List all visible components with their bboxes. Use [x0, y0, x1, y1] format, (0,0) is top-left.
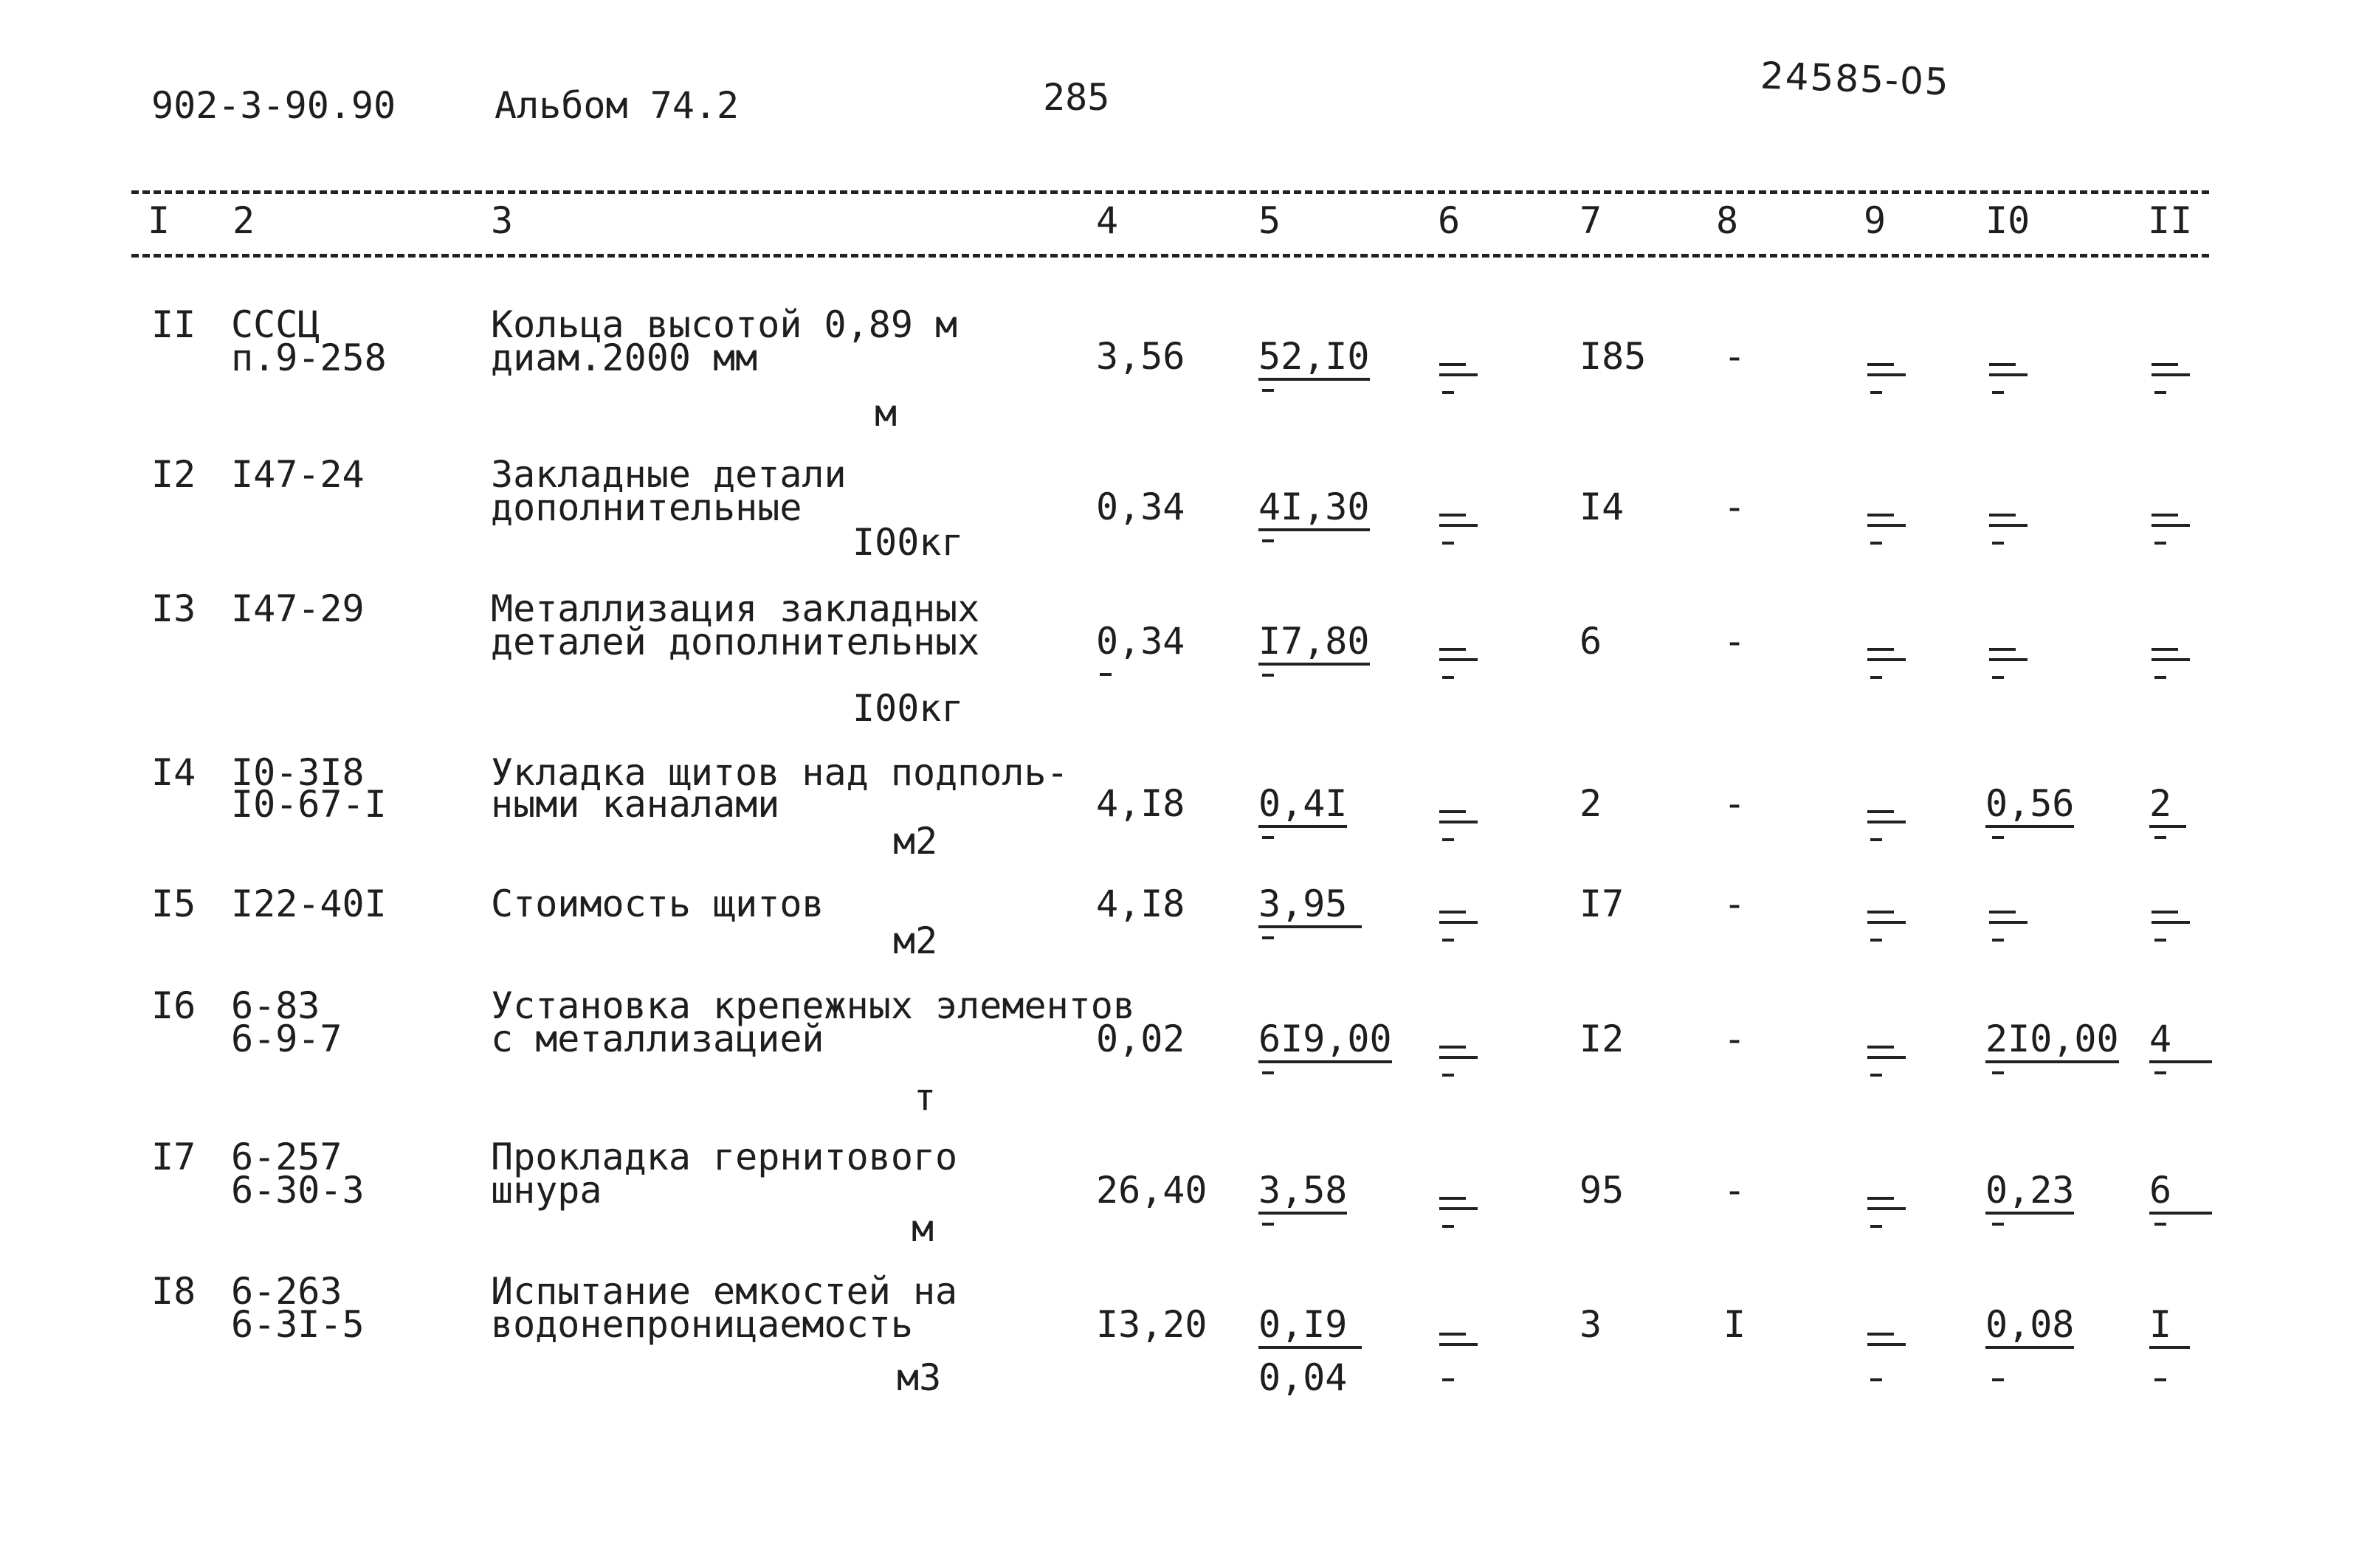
col11-sub-dash — [2154, 542, 2166, 545]
row-name-line1: Прокладка гернитового — [491, 1136, 958, 1178]
row-unit-price: 52,I0 — [1258, 338, 1370, 381]
col6-dash — [1439, 810, 1478, 825]
header-top-rule — [131, 190, 2209, 194]
col9-dash — [1867, 1333, 1928, 1337]
col11-dash — [2152, 648, 2190, 663]
price-sub-dash — [1262, 1071, 1274, 1074]
col-header-6: 6 — [1438, 199, 1461, 242]
col6-sub-dash — [1442, 939, 1454, 942]
row-code-line1: I47-29 — [231, 587, 365, 630]
row-col7: I85 — [1579, 335, 1647, 378]
col11-dash — [2152, 911, 2190, 925]
col9-dash — [1867, 1046, 1928, 1060]
row-col11: 4 — [2149, 1020, 2212, 1063]
col10-dash — [1989, 514, 2028, 528]
col10-dash — [1989, 911, 2028, 925]
row-col10: 2I0,00 — [1985, 1020, 2119, 1063]
row-quantity: 0,34 — [1096, 620, 1185, 663]
col6-sub-dash — [1442, 542, 1454, 545]
col-header-7: 7 — [1579, 199, 1602, 242]
col-header-10: I0 — [1985, 199, 2030, 242]
row-code-line2: 6-3I-5 — [231, 1303, 365, 1346]
header-bottom-rule — [131, 254, 2209, 258]
row-unit: т — [914, 1076, 937, 1119]
col9-sub-dash — [1870, 838, 1882, 841]
qty-sub-dash — [1100, 673, 1112, 676]
price-sub-dash — [1262, 1223, 1274, 1226]
row-col8: - — [1723, 782, 1746, 825]
col10-sub-dash — [1992, 939, 2004, 942]
row-col10: 0,08 — [1985, 1306, 2074, 1349]
col9-sub-dash — [1870, 1225, 1882, 1228]
row-col11: 2 — [2149, 785, 2186, 828]
row-quantity: 0,34 — [1096, 486, 1185, 528]
col6-sub-dash — [1442, 1074, 1454, 1077]
page-number: 285 — [1043, 76, 1110, 119]
col9-dash — [1867, 514, 1906, 528]
album-label: Альбом 74.2 — [495, 84, 740, 127]
row-col10: 0,23 — [1985, 1172, 2074, 1215]
row-unit-price: 0,I9 — [1258, 1306, 1362, 1349]
row-col11: I — [2149, 1306, 2190, 1349]
row-name-line2: дополнительные — [491, 486, 802, 529]
row-unit: I00кг — [852, 687, 964, 730]
row-col8: - — [1723, 883, 1746, 925]
row-number: I8 — [151, 1270, 196, 1313]
row-name-line1: Укладка щитов над подполь- — [491, 751, 1069, 794]
col9-dash — [1867, 911, 1906, 925]
col-header-9: 9 — [1864, 199, 1887, 242]
col10-sub-dash — [1992, 542, 2004, 545]
row-quantity: 3,56 — [1096, 335, 1185, 378]
col10-sub-dash — [1992, 836, 2004, 839]
row-unit-price: 3,95 — [1258, 885, 1362, 928]
row-name-line1: Кольца высотой 0,89 м — [491, 303, 958, 346]
col-header-11: II — [2148, 199, 2193, 242]
col6-dash — [1439, 514, 1478, 528]
col-header-3: 3 — [491, 199, 514, 242]
col9-dash — [1867, 1197, 1906, 1212]
row-code-line1: СССЦ — [231, 303, 320, 346]
col-header-1: I — [148, 199, 170, 242]
col6-dash — [1439, 363, 1478, 378]
row-code-line2: п.9-258 — [231, 336, 387, 379]
col9-sub-dash — [1870, 542, 1882, 545]
col6-dash — [1439, 1333, 1478, 1337]
row-col7: I4 — [1579, 486, 1625, 528]
row-col8: - — [1723, 1018, 1746, 1060]
row-unit: м2 — [893, 820, 938, 863]
col9-dash — [1867, 363, 1906, 378]
row-number: I7 — [151, 1136, 196, 1178]
row-col8: - — [1723, 620, 1746, 663]
row-unit-price-secondary: 0,04 — [1258, 1356, 1348, 1399]
col6-sub-dash — [1442, 1225, 1454, 1228]
row-quantity: 4,I8 — [1096, 883, 1185, 925]
col-header-5: 5 — [1258, 199, 1281, 242]
col10-sub-dash — [1992, 391, 2004, 394]
row-code-line1: 6-83 — [231, 984, 320, 1027]
row-unit-price: 6I9,00 — [1258, 1020, 1392, 1063]
row-name-line1: Стоимость щитов — [491, 883, 824, 925]
price-sub-dash — [1262, 936, 1274, 939]
row-name-line2: с металлизацией — [491, 1018, 824, 1060]
row-code-line1: 6-257 — [231, 1136, 342, 1178]
row-quantity: I3,20 — [1096, 1303, 1207, 1346]
col6-dash — [1439, 1046, 1478, 1060]
row-code-line1: I47-24 — [231, 453, 365, 496]
row-col8: - — [1723, 1169, 1746, 1212]
col9-dash — [1867, 810, 1906, 825]
row-quantity: 0,02 — [1096, 1018, 1185, 1060]
col11-sub-dash — [2154, 939, 2166, 942]
col9-sub-dash — [1870, 391, 1882, 394]
row-name-line1: Испытание емкостей на — [491, 1270, 958, 1313]
doc-number: 24585-05 — [1760, 54, 1951, 104]
row-col10: 0,56 — [1985, 785, 2074, 828]
col9-sub-dash — [1870, 1378, 1882, 1381]
row-name-line2: ными каналами — [491, 783, 780, 826]
row-code-line2: I0-67-I — [231, 783, 387, 826]
price-sub-dash — [1262, 389, 1274, 392]
row-name-line2: деталей дополнительных — [491, 621, 980, 663]
row-unit: м — [912, 1207, 934, 1250]
col9-sub-dash — [1870, 939, 1882, 942]
row-col11: 6 — [2149, 1172, 2212, 1215]
row-number: I2 — [151, 453, 196, 496]
col10-sub-dash — [1992, 1223, 2004, 1226]
row-code-line2: 6-9-7 — [231, 1018, 342, 1060]
row-unit-price: 0,4I — [1258, 785, 1347, 828]
col6-dash — [1439, 911, 1478, 925]
col11-sub-dash — [2154, 1223, 2166, 1226]
col10-sub-dash — [1992, 1378, 2004, 1381]
price-sub-dash — [1262, 836, 1274, 839]
col10-dash — [1989, 363, 2028, 378]
col6-sub-dash — [1442, 838, 1454, 841]
row-code-line1: 6-263 — [231, 1270, 342, 1313]
col10-dash — [1989, 648, 2028, 663]
row-name-line2: водонепроницаемость — [491, 1303, 913, 1346]
col11-dash — [2152, 514, 2190, 528]
row-quantity: 4,I8 — [1096, 782, 1185, 825]
col11-dash — [2152, 363, 2190, 378]
row-col8: - — [1723, 486, 1746, 528]
row-unit-price: I7,80 — [1258, 623, 1370, 666]
row-col7: 95 — [1579, 1169, 1625, 1212]
col6-sub-dash — [1442, 391, 1454, 394]
price-sub-dash — [1262, 674, 1274, 677]
row-unit: м2 — [893, 919, 938, 962]
col9-sub-dash — [1870, 1074, 1882, 1077]
row-code-line1: I22-40I — [231, 883, 387, 925]
col11-sub-dash — [2154, 836, 2166, 839]
col11-sub-dash — [2154, 391, 2166, 394]
row-col7: 2 — [1579, 782, 1602, 825]
row-name-line2: шнура — [491, 1169, 602, 1212]
row-col7: I2 — [1579, 1018, 1625, 1060]
col6-dash — [1439, 648, 1478, 663]
row-col7: I7 — [1579, 883, 1625, 925]
row-quantity: 26,40 — [1096, 1169, 1207, 1212]
col11-sub-dash — [2154, 676, 2166, 679]
row-number: I5 — [151, 883, 196, 925]
row-unit-price: 3,58 — [1258, 1172, 1347, 1215]
row-unit: м3 — [897, 1356, 942, 1399]
row-col7: 6 — [1579, 620, 1602, 663]
col10-sub-dash — [1992, 1071, 2004, 1074]
row-unit: м — [875, 392, 898, 435]
row-code-line1: I0-3I8 — [231, 751, 365, 794]
row-unit-price: 4I,30 — [1258, 488, 1370, 531]
document-code: 902-3-90.90 — [151, 84, 396, 127]
row-col8: I — [1723, 1303, 1746, 1346]
col6-sub-dash — [1442, 1378, 1454, 1381]
col9-sub-dash — [1870, 676, 1882, 679]
col6-dash — [1439, 1197, 1478, 1212]
row-number: II — [151, 303, 196, 346]
col9-dash — [1867, 648, 1906, 663]
row-unit: I00кг — [852, 521, 964, 564]
col10-sub-dash — [1992, 676, 2004, 679]
row-name-line1: Металлизация закладных — [491, 587, 980, 630]
row-code-line2: 6-30-3 — [231, 1169, 365, 1212]
col6-sub-dash — [1442, 676, 1454, 679]
col-header-8: 8 — [1716, 199, 1739, 242]
row-name-line1: Закладные детали — [491, 453, 847, 496]
row-name-line2: диам.2000 мм — [491, 336, 758, 379]
col11-sub-dash — [2154, 1378, 2166, 1381]
col11-sub-dash — [2154, 1071, 2166, 1074]
col-header-4: 4 — [1096, 199, 1119, 242]
row-number: I4 — [151, 751, 196, 794]
row-col8: - — [1723, 335, 1746, 378]
row-col7: 3 — [1579, 1303, 1602, 1346]
row-number: I6 — [151, 984, 196, 1027]
row-name-line1: Установка крепежных элементов — [491, 984, 1135, 1027]
col-header-2: 2 — [232, 199, 255, 242]
price-sub-dash — [1262, 539, 1274, 542]
row-number: I3 — [151, 587, 196, 630]
